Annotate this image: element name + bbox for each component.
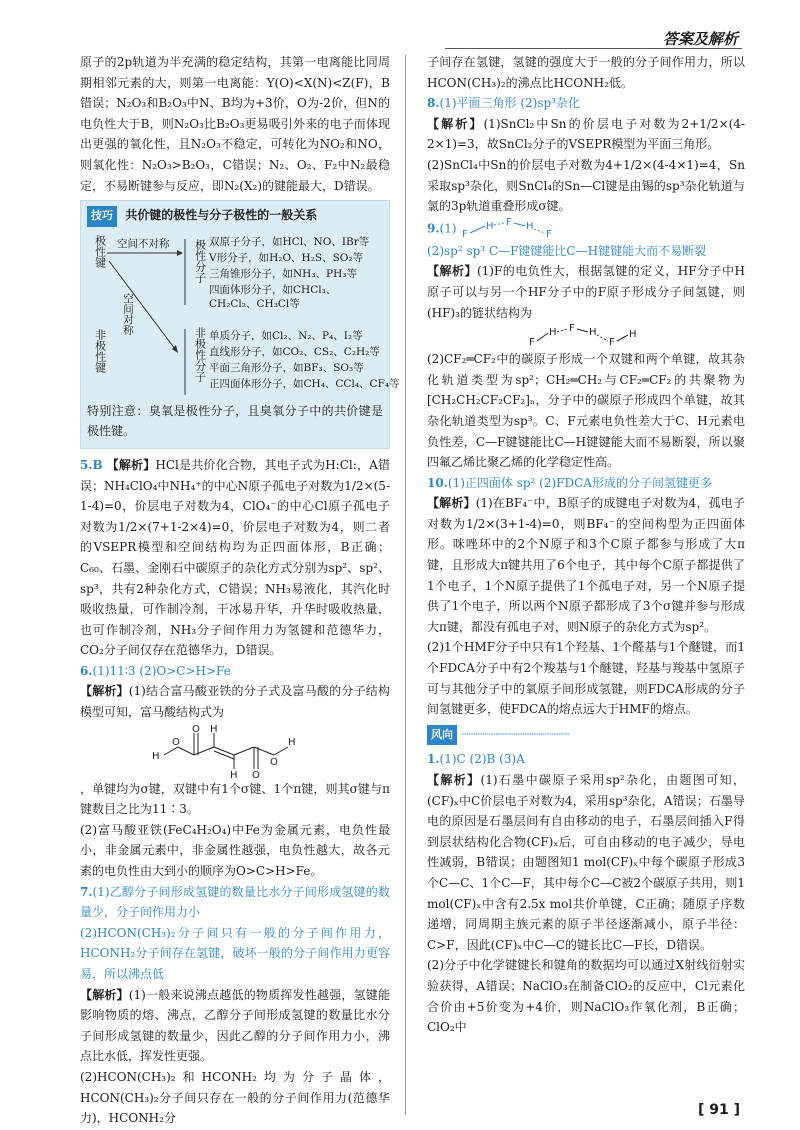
q6-analysis-1 bbox=[80, 681, 390, 722]
q10-analysis-2: (2)1个HMF分子中只有1个羟基、1个醛基与1个醚键，而1个FDCA分子中有2个羧基与1个醚键，羟基与羧基中氢原子可与其他分子中的氧原子间形成氢键，则FDCA形成的分子间氢键更多，使FDCA的熔点远大于HMF的熔点。 bbox=[427, 640, 745, 717]
q9-answer-2: (2)sp² sp³ C—F键键能比C—H键键能大而不易断裂 bbox=[427, 243, 707, 258]
q6-text-1: (1)结合富马酸亚铁的分子式及富马酸的分子结构模型可知，富马酸结构式为 bbox=[80, 684, 390, 720]
asym-label: 空间不对称 bbox=[117, 237, 170, 250]
q7-label: 【解析】 bbox=[80, 987, 129, 1002]
hf3-structure-row bbox=[427, 323, 745, 349]
q6-analysis-2: (2)富马酸亚铁(FeC₄H₂O₄)中Fe为金属元素，电负性最小，非金属元素中，非金属性越强，电负性越大，故各元素的电负性由大到小的顺序为O>C>H>Fe。 bbox=[80, 822, 390, 879]
polarity-diagram bbox=[87, 231, 400, 401]
svg-text:O: O bbox=[192, 723, 200, 735]
nonpolar-bond-label: 非极性键 bbox=[93, 328, 107, 373]
q9-label: 【解析】 bbox=[427, 264, 477, 279]
svg-text:F: F bbox=[462, 228, 469, 240]
q7-analysis-2: (2)HCON(CH₃)₂和HCONH₂均为分子晶体，HCON(CH₃)₂分子间只存在一般的分子间作用力(范德华力)，HCONH₂分 bbox=[80, 1069, 390, 1126]
q10-analysis-1 bbox=[427, 493, 745, 637]
q7-text-1: (1)一般来说沸点越低的物质挥发性越强，氢键能影响物质的熔、沸点，乙醇分子间形成氢键的数量比水分子间形成氢键的数量少，因此乙醇的分子间作用力小，沸点比水低，挥发性更强。 bbox=[80, 987, 390, 1064]
q8-answer-line bbox=[427, 93, 745, 114]
q9-analysis-1 bbox=[427, 261, 745, 323]
q7-answer-1 bbox=[80, 882, 390, 923]
q6-analysis-1b: ，单键均为σ键，双键中有1个σ键、1个π键，则其σ键与π键数目之比为11∶3。 bbox=[80, 781, 390, 817]
q6-answer: (1)11∶3 (2)O>C>H>Fe bbox=[92, 663, 231, 678]
q10-answer: (1)正四面体 sp² (2)FDCA形成的分子间氢键更多 bbox=[447, 475, 712, 490]
page-number: [ 91 ] bbox=[697, 1102, 740, 1118]
polar-molecule-label: 极性分子 bbox=[193, 238, 207, 283]
svg-text:O: O bbox=[270, 756, 278, 768]
q5-label: 【解析】 bbox=[106, 457, 156, 472]
q8-number: 8. bbox=[427, 96, 440, 111]
svg-text:H: H bbox=[526, 220, 534, 232]
svg-text:O: O bbox=[252, 769, 260, 779]
svg-text:F: F bbox=[506, 216, 513, 228]
q7-number: 7. bbox=[80, 884, 93, 899]
polar-example: 双原子分子，如HCl、NO、IBr等 bbox=[209, 235, 370, 248]
q9-answer-1 bbox=[427, 217, 745, 241]
fumaric-acid-svg bbox=[150, 723, 330, 779]
right-column bbox=[427, 52, 745, 1038]
fumaric-acid-structure bbox=[80, 723, 390, 779]
svg-text:H: H bbox=[230, 769, 238, 779]
nonpolar-example: 正四面体形分子，如CH₄、CCl₄、CF₄等 bbox=[209, 377, 400, 390]
q10-text-1: (1)在BF₄⁻中，B原子的成键电子对数为4，孤电子对数为1/2×(3+1-4)=0，则BF₄⁻的空间构型为正四面体形。咪唑环中的2个N原子和3个C原子都参与形成了大π键，且形成大π键共用了6个电子，其中每个C原子都提供了1个电子，1个N原子提供了1个孤电子对，另一个N原子提供了1个电子，所以两个N原子都形成了3个σ键并参与形成大π键，都没有孤电子对，则N原子的杂化方式为sp²。 bbox=[427, 496, 745, 634]
q6-number: 6. bbox=[80, 663, 93, 678]
svg-text:H: H bbox=[589, 327, 597, 339]
q7-answer-2: (2)HCON(CH₃)₂分子间只有一般的分子间作用力，HCONH₂分子间存在氢键，破坏一般的分子间作用力更容易，所以沸点低 bbox=[80, 925, 390, 981]
svg-text:H: H bbox=[288, 736, 296, 748]
section-badge: 风向 bbox=[427, 725, 457, 746]
q9-answer-1-text: (1) bbox=[439, 221, 457, 236]
tip-badge: 技巧 bbox=[87, 206, 117, 227]
tip-box bbox=[80, 200, 400, 449]
s1-answer: (1)C (2)B (3)A bbox=[439, 752, 525, 767]
polar-example: V形分子，如H₂O、H₂S、SO₂等 bbox=[209, 251, 364, 264]
nonpolar-example: 直线形分子，如CO₂、CS₂、C₂H₂等 bbox=[209, 345, 380, 358]
q8-label: 【解析】 bbox=[427, 116, 484, 131]
hf-chain-structure bbox=[460, 217, 580, 241]
section-header bbox=[427, 724, 745, 746]
q9-analysis-2: (2)CF₂═CF₂中的碳原子形成一个双键和两个单键，故其杂化轨道类型为sp²；CH₂═CH₂与CF₂═CF₂的共聚物为[CH₂CH₂CF₂CF₂]ₙ，分子中的碳原子形成四个单键，故其杂化轨道类型为sp³。C、F元素电负性差大于C、H元素电负性差，C—F键键能比C—H键键能大而不易断裂，所以聚四氟乙烯比聚乙烯的化学稳定性高。 bbox=[427, 352, 745, 470]
q8-answer: (1)平面三角形 (2)sp³杂化 bbox=[439, 96, 580, 111]
q9-text-1: (1)F的电负性大，根据氢键的定义，HF分子中H原子可以与另一个HF分子中的F原子形成分子间氢键，则(HF)₃的链状结构为 bbox=[427, 264, 745, 320]
svg-text:H: H bbox=[486, 220, 494, 232]
svg-text:H: H bbox=[629, 329, 637, 341]
column-divider bbox=[405, 55, 406, 1115]
svg-text:O: O bbox=[172, 736, 180, 748]
svg-text:F: F bbox=[529, 337, 535, 349]
q7-answer-1-text: (1)乙醇分子间形成氢键的数量比水分子间形成氢键的数量少，分子间作用力小 bbox=[80, 884, 390, 920]
q10-number: 10. bbox=[427, 475, 448, 490]
section-dots: ┈┈┈┈┈┈┈┈┈┈┈┈┈┈┈ bbox=[461, 726, 570, 741]
s1-answer-line bbox=[427, 749, 745, 770]
q8-analysis-1 bbox=[427, 114, 745, 155]
tip-title: 共价键的极性与分子极性的一般关系 bbox=[125, 208, 318, 223]
left-column bbox=[80, 52, 400, 1129]
sym-label: 空间对称 bbox=[122, 292, 134, 335]
q6-answer-line bbox=[80, 661, 390, 682]
polar-example: 四面体形分子，如CHCl₃、CH₂Cl₂、CH₃Cl等 bbox=[209, 283, 337, 310]
tip-title-row bbox=[87, 205, 383, 227]
nonpolar-example: 单质分子，如Cl₂、N₂、P₄、I₂等 bbox=[209, 329, 363, 342]
q5-answer: B bbox=[92, 457, 103, 472]
q5 bbox=[80, 455, 390, 661]
hf3-chain-structure bbox=[527, 323, 667, 349]
svg-text:F: F bbox=[609, 337, 615, 349]
tip-note: 特别注意：臭氧是极性分子，且臭氧分子中的共价键是极性键。 bbox=[87, 403, 383, 439]
right-paragraph-0: 子间存在氢键，氢键的强度大于一般的分子间作用力，所以HCON(CH₃)₂的沸点比HCONH₂低。 bbox=[427, 55, 745, 90]
nonpolar-molecule-label: 非极性分子 bbox=[193, 326, 207, 382]
svg-text:F: F bbox=[569, 323, 575, 335]
q8-text-1: (1)SnCl₂中Sn的价层电子对数为2+1/2×(4-2×1)=3，故SnCl₂分子的VSEPR模型为平面三角形。 bbox=[427, 116, 745, 152]
q5-number: 5. bbox=[80, 457, 93, 472]
q5-text: HCl是共价化合物，其电子式为H:Cl:，A错误；NH₄ClO₄中NH₄⁺的中心N原子孤电子对数为1/2×(5-1-4)=0，价层电子对数为4，ClO₄⁻的中心Cl原子孤电子对数为1/2×(7+1-2×4)=0，价层电子对数为4，则二者的VSEPR模型和空间结构均为正四面体形，B正确；C₆₀、石墨、金刚石中碳原子的杂化方式分别为sp²、sp²、sp³，共有2种杂化方式，C错误；NH₃易液化，其汽化时吸收热量，可作制冷剂，干冰易升华，升华时吸收热量，也可作制冷剂，NH₃分子间作用力为氢键和范德华力，CO₂分子间仅存在范德华力，D错误。 bbox=[80, 457, 390, 658]
left-paragraph-1: 原子的2p轨道为半充满的稳定结构，其第一电离能比同周期相邻元素的大，则第一电离能：Y(O)<X(N)<Z(F)，B错误；N₂O₃和B₂O₃中N、B均为+3价，O为-2价，但N的电负性大于B，则N₂O₃比B₂O₃更易吸引外来的电子而体现出更强的氧化性，且N₂O₃不稳定，可转化为NO₂和NO，则氧化性：N₂O₃>B₂O₃，C错误；N₂、O₂、F₂中N₂最稳定，不易断键参与反应，即N₂(X₂)的键能最大，D错误。 bbox=[80, 55, 390, 193]
q10-label: 【解析】 bbox=[427, 496, 476, 511]
q10-answer-line bbox=[427, 473, 745, 494]
page-header: 答案及解析 bbox=[662, 30, 738, 48]
q8-analysis-2: (2)SnCl₄中Sn的价层电子对数为4+1/2×(4-4×1)=4，Sn采取sp³杂化，则SnCl₄的Sn—Cl键是由锡的sp³杂化轨道与氯的3p轨道重叠形成σ键。 bbox=[427, 157, 745, 214]
header-rule bbox=[445, 48, 742, 49]
svg-text:F: F bbox=[546, 228, 553, 240]
s1-analysis-1 bbox=[427, 770, 745, 955]
nonpolar-example: 平面三角形分子，如BF₃、SO₃等 bbox=[209, 361, 364, 374]
svg-text:H: H bbox=[549, 327, 557, 339]
svg-text:H: H bbox=[152, 750, 160, 762]
polar-example: 三角锥形分子，如NH₃、PH₃等 bbox=[209, 267, 357, 280]
s1-analysis-2: (2)分子中化学键键长和键角的数据均可以通过X射线衍射实验获得，A错误；NaClO₃在制备ClO₂的反应中，Cl元素化合价由+5价变为+4价，则NaClO₃作氧化剂，B正确；ClO₂中 bbox=[427, 958, 745, 1035]
svg-text:H: H bbox=[210, 723, 218, 735]
polar-bond-label: 极性键 bbox=[93, 234, 107, 268]
s1-label: 【解析】 bbox=[427, 773, 481, 787]
s1-number: 1. bbox=[427, 752, 440, 767]
q7-analysis-1 bbox=[80, 985, 390, 1067]
s1-text-1: (1)石墨中碳原子采用sp²杂化，由题图可知，(CF)ₓ中C价层电子对数为4，采用sp³杂化，A错误；石墨导电的原因是石墨层间有自由移动的电子，石墨层间插入F得到层状结构化合物(CF)ₓ后，可自由移动的电子减少，导电性减弱，B错误；由题图知1 mol(CF)ₓ中每个碳原子形成3个C—C、1个C—F，其中每个C—C被2个碳原子共用，则1 mol(CF)ₓ中含有2.5x mol共价单键，C正确；随原子序数递增，同周期主族元素的原子半径逐渐减小，原子半径：C>F，因此(CF)ₓ中C—C的键长比C—F长，D错误。 bbox=[427, 773, 745, 952]
q9-number: 9. bbox=[427, 221, 440, 236]
q6-label: 【解析】 bbox=[80, 684, 129, 699]
